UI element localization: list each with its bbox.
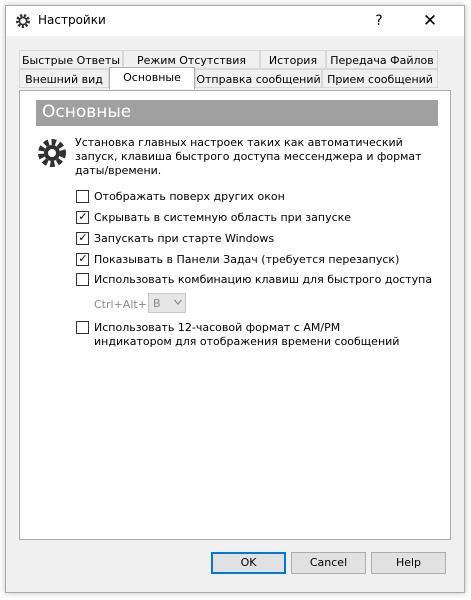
checkbox[interactable] [76, 273, 89, 286]
settings-window [5, 5, 465, 593]
tab-receiving-messages[interactable] [322, 69, 438, 88]
tab-label: Прием сообщений [327, 73, 433, 86]
tab-quick-replies[interactable] [19, 50, 123, 69]
checkmark-icon: ✓ [78, 210, 88, 223]
checkbox[interactable] [76, 232, 89, 245]
help-button[interactable]: Help [371, 552, 446, 574]
option-label: Использовать 12-часовой формат с AM/PM индикатором для отображения времени сообщений [94, 321, 400, 348]
checkmark-icon: ✓ [78, 252, 88, 265]
section-title: Основные [42, 102, 132, 122]
tab-label: Быстрые Ответы [21, 54, 121, 67]
tab-label: Передача Файлов [330, 54, 434, 67]
hotkey-prefix-label: Ctrl+Alt+ [94, 298, 147, 311]
ok-button[interactable]: OK [211, 552, 286, 574]
tab-sending-messages[interactable] [195, 69, 322, 88]
hotkey-key-select[interactable] [148, 293, 186, 313]
title-bar [6, 6, 464, 36]
chevron-down-icon [174, 298, 182, 306]
tab-file-transfer[interactable] [326, 50, 438, 69]
option-label: Отображать поверх других окон [94, 190, 285, 203]
general-settings-panel [19, 90, 451, 540]
option-label: Запускать при старте Windows [94, 232, 275, 245]
checkbox[interactable] [76, 190, 89, 203]
hotkey-key-value: B [153, 297, 161, 310]
tab-label: История [268, 54, 318, 67]
option-label: Показывать в Панели Задач (требуется перезапуск) [94, 253, 400, 266]
checkmark-icon: ✓ [78, 231, 88, 244]
tab-label: Режим Отсутствия [137, 54, 246, 67]
tab-general[interactable] [109, 67, 195, 89]
close-button[interactable]: ✕ [422, 11, 438, 31]
section-header [36, 100, 438, 126]
window-title: Настройки [38, 13, 106, 27]
tab-label: Внешний вид [25, 73, 103, 86]
option-label: Скрывать в системную область при запуске [94, 211, 352, 224]
cancel-button[interactable]: Cancel [291, 552, 366, 574]
checkbox[interactable] [76, 253, 89, 266]
tab-history[interactable] [260, 50, 326, 69]
gear-icon [36, 137, 68, 169]
checkbox[interactable] [76, 211, 89, 224]
section-description: Установка главных настроек таких как автоматический запуск, клавиша быстрого доступа мессенджера и формат даты/времени. [75, 136, 422, 177]
tab-appearance[interactable] [19, 69, 109, 88]
checkbox[interactable] [76, 321, 89, 334]
tab-label: Основные [123, 71, 181, 84]
tab-label: Отправка сообщений [196, 73, 321, 86]
option-label: Использовать комбинацию клавиш для быстрого доступа [94, 273, 433, 286]
gear-icon [15, 13, 31, 29]
help-title-button[interactable]: ? [375, 13, 383, 29]
